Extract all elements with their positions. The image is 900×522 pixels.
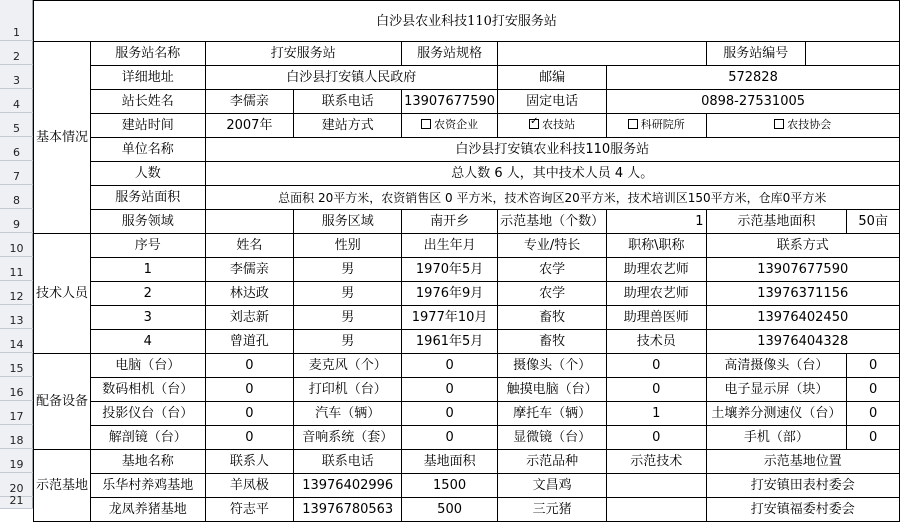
staff-contact[interactable]: 13976371156 (706, 282, 900, 306)
demo-header[interactable]: 基地名称 (91, 450, 205, 474)
row-number[interactable]: 8 (0, 185, 33, 209)
staff-name[interactable]: 曾道孔 (205, 330, 294, 354)
demo-phone[interactable]: 13976780563 (294, 498, 402, 522)
service-region-value[interactable]: 南开乡 (402, 210, 498, 234)
people-value[interactable]: 总人数 6 人，其中技术人员 4 人。 (205, 162, 900, 186)
equipment-value[interactable]: 0 (402, 426, 498, 450)
demo-count-value[interactable]: 1 (607, 210, 706, 234)
demo-contact[interactable]: 羊凤极 (205, 474, 294, 498)
equipment-value[interactable]: 0 (847, 354, 900, 378)
equipment-label[interactable]: 高清摄像头（台） (706, 354, 847, 378)
demo-area-value[interactable]: 50亩 (847, 210, 900, 234)
demo-location[interactable]: 打安镇田表村委会 (706, 474, 900, 498)
row-number[interactable]: 1 (0, 0, 33, 41)
staff-contact[interactable]: 13976404328 (706, 330, 900, 354)
demo-tech[interactable] (607, 498, 706, 522)
equipment-label[interactable]: 数码相机（台） (91, 378, 205, 402)
staff-title[interactable]: 技术员 (607, 330, 706, 354)
equipment-value[interactable]: 0 (607, 426, 706, 450)
equipment-value[interactable]: 0 (402, 378, 498, 402)
checkbox-icon[interactable] (529, 119, 539, 129)
service-field-value[interactable] (205, 210, 294, 234)
section-staff[interactable]: 技术人员 (34, 234, 91, 354)
service-region-label[interactable]: 服务区域 (294, 210, 402, 234)
demo-contact[interactable]: 符志平 (205, 498, 294, 522)
section-equipment[interactable]: 配备设备 (34, 354, 91, 450)
row-number[interactable]: 7 (0, 161, 33, 185)
staff-name[interactable]: 李儒亲 (205, 258, 294, 282)
demo-header[interactable]: 示范品种 (498, 450, 607, 474)
station-name-label[interactable]: 服务站名称 (91, 42, 205, 66)
row-number[interactable]: 3 (0, 65, 33, 89)
row-number[interactable]: 10 (0, 233, 33, 257)
row-number[interactable]: 11 (0, 257, 33, 281)
section-demo[interactable]: 示范基地 (34, 450, 91, 522)
method-option-label: 科研院所 (640, 117, 685, 131)
staff-name[interactable]: 刘志新 (205, 306, 294, 330)
equipment-value[interactable]: 0 (847, 378, 900, 402)
equipment-label[interactable]: 投影仪台（台） (91, 402, 205, 426)
staff-no[interactable]: 1 (91, 258, 205, 282)
demo-variety[interactable]: 文昌鸡 (498, 474, 607, 498)
station-spec-label[interactable]: 服务站规格 (402, 42, 498, 66)
demo-phone[interactable]: 13976402996 (294, 474, 402, 498)
staff-header[interactable]: 姓名 (205, 234, 294, 258)
equipment-label[interactable]: 解剖镜（台） (91, 426, 205, 450)
row-number[interactable]: 12 (0, 281, 33, 305)
equipment-value[interactable]: 0 (607, 378, 706, 402)
row-number[interactable]: 9 (0, 209, 33, 233)
area-value[interactable]: 总面积 20平方米，农资销售区 0 平方米，技术咨询区20平方米，技术培训区150平方米，仓库0平方米 (205, 186, 900, 210)
staff-header[interactable]: 出生年月 (402, 234, 498, 258)
station-table (33, 0, 900, 522)
landline-label[interactable]: 固定电话 (498, 90, 607, 114)
demo-header[interactable]: 示范技术 (607, 450, 706, 474)
method-option-label: 农技协会 (787, 117, 832, 131)
staff-header[interactable]: 职称\职称 (607, 234, 706, 258)
postcode-label[interactable]: 邮编 (498, 66, 607, 90)
equipment-label[interactable]: 汽车（辆） (294, 402, 402, 426)
row-header-column (0, 0, 33, 509)
people-label[interactable]: 人数 (91, 162, 205, 186)
staff-no[interactable]: 3 (91, 306, 205, 330)
equipment-label[interactable]: 麦克风（个） (294, 354, 402, 378)
staff-birth[interactable]: 1976年9月 (402, 282, 498, 306)
page-title[interactable]: 白沙县农业科技110打安服务站 (34, 1, 900, 42)
row-number[interactable]: 2 (0, 41, 33, 65)
demo-area[interactable]: 1500 (402, 474, 498, 498)
row-number[interactable]: 5 (0, 113, 33, 137)
address-value[interactable]: 白沙县打安镇人民政府 (205, 66, 498, 90)
staff-major[interactable]: 畜牧 (498, 306, 607, 330)
build-method-label[interactable]: 建站方式 (294, 114, 402, 138)
station-number-value[interactable] (806, 42, 900, 66)
equipment-value[interactable]: 1 (607, 402, 706, 426)
staff-contact[interactable]: 13907677590 (706, 258, 900, 282)
landline-value[interactable]: 0898-27531005 (607, 90, 900, 114)
demo-variety[interactable]: 三元猪 (498, 498, 607, 522)
demo-header[interactable]: 示范基地位置 (706, 450, 900, 474)
checkbox-icon[interactable] (421, 119, 431, 129)
equipment-value[interactable]: 0 (205, 402, 294, 426)
equipment-label[interactable]: 打印机（台） (294, 378, 402, 402)
staff-header[interactable]: 序号 (91, 234, 205, 258)
staff-name[interactable]: 林达政 (205, 282, 294, 306)
equipment-label[interactable]: 显微镜（台） (498, 426, 607, 450)
staff-title[interactable]: 助理兽医师 (607, 306, 706, 330)
equipment-label[interactable]: 音响系统（套） (294, 426, 402, 450)
demo-location[interactable]: 打安镇福委村委会 (706, 498, 900, 522)
row-number[interactable]: 6 (0, 137, 33, 161)
demo-header[interactable]: 联系电话 (294, 450, 402, 474)
built-time-value[interactable]: 2007年 (205, 114, 294, 138)
section-basic[interactable]: 基本情况 (34, 42, 91, 234)
equipment-label[interactable]: 摩托车（辆） (498, 402, 607, 426)
equipment-label[interactable]: 摄像头（个） (498, 354, 607, 378)
equipment-value[interactable]: 0 (205, 354, 294, 378)
area-label[interactable]: 服务站面积 (91, 186, 205, 210)
demo-header[interactable]: 基地面积 (402, 450, 498, 474)
staff-header[interactable]: 专业/特长 (498, 234, 607, 258)
row-number[interactable]: 14 (0, 329, 33, 353)
staff-sex[interactable]: 男 (294, 330, 402, 354)
equipment-value[interactable]: 0 (205, 426, 294, 450)
row-number[interactable]: 13 (0, 305, 33, 329)
staff-birth[interactable]: 1970年5月 (402, 258, 498, 282)
staff-birth[interactable]: 1977年10月 (402, 306, 498, 330)
service-field-label[interactable]: 服务领域 (91, 210, 205, 234)
equipment-label[interactable]: 触摸电脑（台） (498, 378, 607, 402)
staff-sex[interactable]: 男 (294, 282, 402, 306)
equipment-value[interactable]: 0 (847, 426, 900, 450)
row-number[interactable]: 16 (0, 377, 33, 401)
equipment-label[interactable]: 手机（部） (706, 426, 847, 450)
unit-name-value[interactable]: 白沙县打安镇农业科技110服务站 (205, 138, 900, 162)
row-number[interactable]: 20 (0, 473, 33, 497)
phone-value[interactable]: 13907677590 (402, 90, 498, 114)
station-spec-value[interactable] (498, 42, 706, 66)
head-label[interactable]: 站长姓名 (91, 90, 205, 114)
staff-header[interactable]: 联系方式 (706, 234, 900, 258)
staff-sex[interactable]: 男 (294, 306, 402, 330)
method-option[interactable] (607, 114, 706, 138)
head-value[interactable]: 李儒亲 (205, 90, 294, 114)
demo-name[interactable]: 龙凤养猪基地 (91, 498, 205, 522)
demo-area[interactable]: 500 (402, 498, 498, 522)
method-option-label: 农技站 (542, 117, 576, 131)
staff-no[interactable]: 2 (91, 282, 205, 306)
method-option[interactable] (706, 114, 900, 138)
demo-header[interactable]: 联系人 (205, 450, 294, 474)
equipment-label[interactable]: 电脑（台） (91, 354, 205, 378)
equipment-value[interactable]: 0 (205, 378, 294, 402)
staff-sex[interactable]: 男 (294, 258, 402, 282)
equipment-value[interactable]: 0 (607, 354, 706, 378)
staff-contact[interactable]: 13976402450 (706, 306, 900, 330)
staff-title[interactable]: 助理农艺师 (607, 282, 706, 306)
demo-count-label[interactable]: 示范基地（个数） (498, 210, 607, 234)
demo-tech[interactable] (607, 474, 706, 498)
row-number[interactable]: 18 (0, 425, 33, 449)
checkbox-icon[interactable] (628, 119, 638, 129)
demo-area-label[interactable]: 示范基地面积 (706, 210, 847, 234)
demo-name[interactable]: 乐华村养鸡基地 (91, 474, 205, 498)
row-number[interactable]: 19 (0, 449, 33, 473)
staff-major[interactable]: 农学 (498, 282, 607, 306)
row-number[interactable]: 15 (0, 353, 33, 377)
staff-header[interactable]: 性别 (294, 234, 402, 258)
staff-no[interactable]: 4 (91, 330, 205, 354)
equipment-label[interactable]: 土壤养分测速仪（台） (706, 402, 847, 426)
station-number-label[interactable]: 服务站编号 (706, 42, 806, 66)
phone-label[interactable]: 联系电话 (294, 90, 402, 114)
row-number[interactable]: 17 (0, 401, 33, 425)
staff-major[interactable]: 畜牧 (498, 330, 607, 354)
staff-title[interactable]: 助理农艺师 (607, 258, 706, 282)
equipment-value[interactable]: 0 (847, 402, 900, 426)
built-time-label[interactable]: 建站时间 (91, 114, 205, 138)
method-option[interactable] (402, 114, 498, 138)
equipment-label[interactable]: 电子显示屏（块） (706, 378, 847, 402)
equipment-value[interactable]: 0 (402, 354, 498, 378)
station-name-value[interactable]: 打安服务站 (205, 42, 402, 66)
row-number[interactable]: 21 (0, 497, 33, 509)
method-option-label: 农资企业 (434, 117, 479, 131)
checkbox-icon[interactable] (774, 119, 784, 129)
unit-name-label[interactable]: 单位名称 (91, 138, 205, 162)
method-option[interactable] (498, 114, 607, 138)
address-label[interactable]: 详细地址 (91, 66, 205, 90)
equipment-value[interactable]: 0 (402, 402, 498, 426)
staff-birth[interactable]: 1961年5月 (402, 330, 498, 354)
postcode-value[interactable]: 572828 (607, 66, 900, 90)
staff-major[interactable]: 农学 (498, 258, 607, 282)
row-number[interactable]: 4 (0, 89, 33, 113)
